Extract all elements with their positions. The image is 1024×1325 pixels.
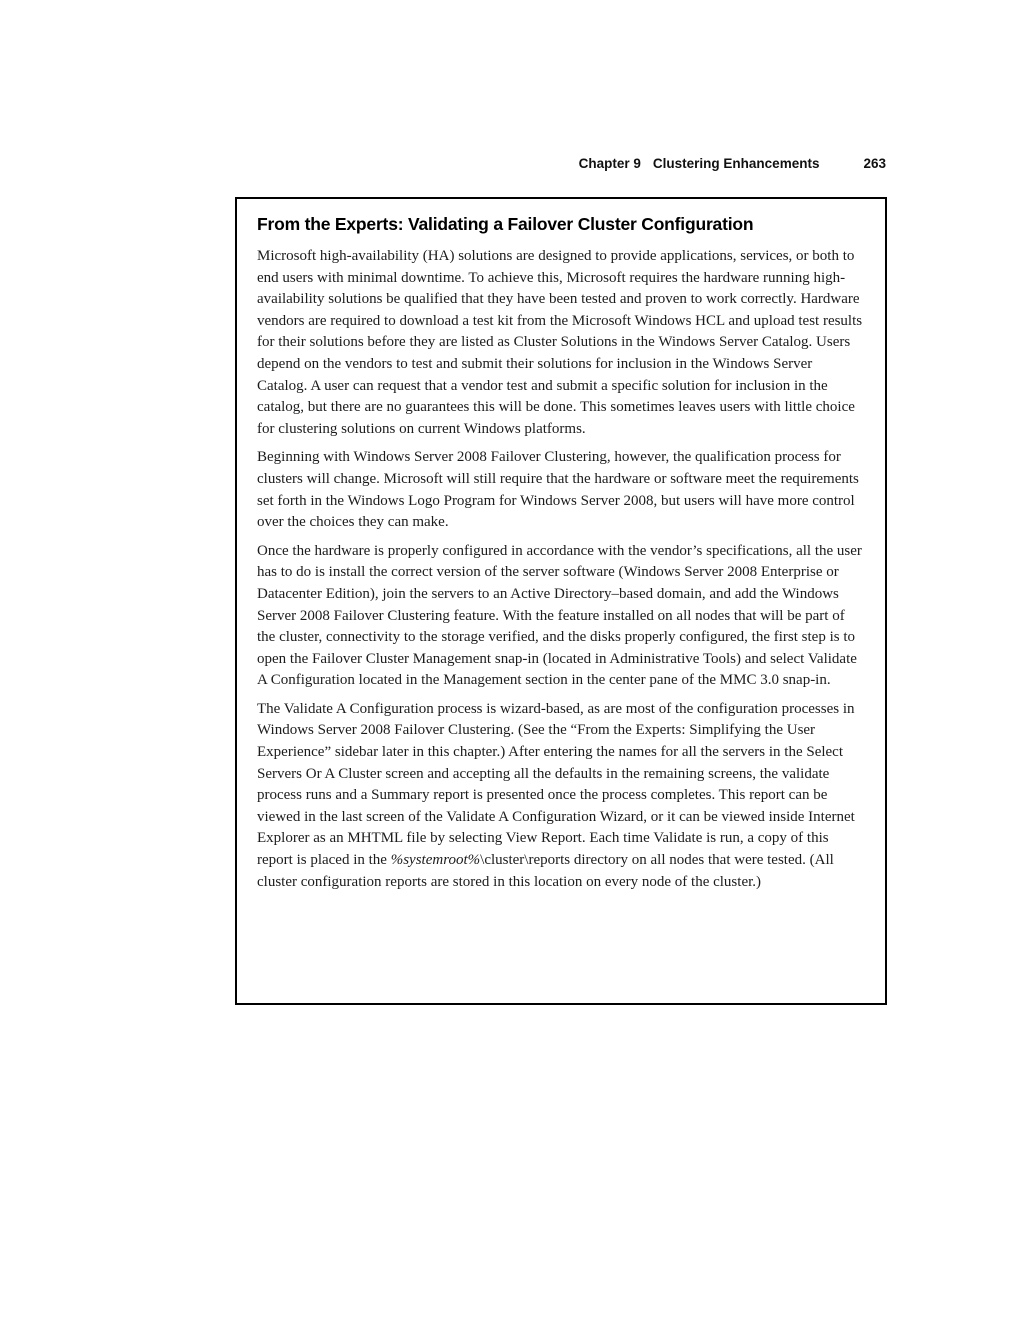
running-header: [0, 156, 886, 171]
paragraph-4: [257, 699, 864, 893]
chapter-label: Chapter 9: [578, 156, 641, 171]
page-number: 263: [863, 156, 886, 171]
expert-sidebar-box: [235, 197, 887, 1005]
paragraph-2: Beginning with Windows Server 2008 Failover Clustering, however, the qualification process for clusters will change. Microsoft will still require that the hardware or software meet the requirements set forth in the Windows Logo Program for Windows Server 2008, but users will have more control over the choices they can make.: [257, 449, 859, 531]
paragraph-3: Once the hardware is properly configured in accordance with the vendor’s specifications, all the user has to do is install the correct version of the server software (Windows Server 2008 Enterprise or Datacenter Edition), join the servers to an Active Directory–based domain, and add the Windows Server 2008 Failover Clustering feature. With the feature installed on all nodes that will be part of the cluster, connectivity to the storage verified, and the disks properly configured, the first step is to open the Failover Cluster Management snap-in (located in Administrative Tools) and select Validate A Configuration located in the Management section in the center pane of the MMC 3.0 snap-in.: [257, 542, 862, 689]
paragraph-4-text-end: \cluster\reports directory on all nodes that were tested. (All cluster configuration reports are stored in this location on every node of the cluster.): [257, 852, 834, 890]
chapter-title: Clustering Enhancements: [652, 156, 820, 171]
sidebar-title: From the Experts: Validating a Failover Cluster Configuration: [257, 214, 754, 234]
systemroot-variable: %systemroot%: [390, 852, 481, 869]
paragraph-4-text: The Validate A Configuration process is wizard-based, as are most of the configuration processes in Windows Server 2008 Failover Clustering. (See the “From the Experts: Simplifying the User Experience” sidebar later in this chapter.) After entering the names for all the servers in the Select Servers Or A Cluster screen and accepting all the defaults in the remaining screens, the validate process runs and a Summary report is presented once the process completes. This report can be viewed in the last screen of the Validate A Configuration Wizard, or it can be viewed inside Internet Explorer as an MHTML file by selecting View Report. Each time Validate is run, a copy of this report is placed in the: [257, 700, 855, 869]
paragraph-1: Microsoft high-availability (HA) solutions are designed to provide applications, services, or both to end users with minimal downtime. To achieve this, Microsoft requires the hardware running high-availability solutions be qualified that they have been tested and proven to work correctly. Hardware vendors are required to download a test kit from the Microsoft Windows HCL and upload test results for their solutions before they are listed as Cluster Solutions in the Windows Server Catalog. Users depend on the vendors to test and submit their solutions for inclusion in the Windows Server Catalog. A user can request that a vendor test and submit a specific solution for inclusion in the catalog, but there are no guarantees this will be done. This sometimes leaves users with little choice for clustering solutions on current Windows platforms.: [257, 248, 863, 437]
